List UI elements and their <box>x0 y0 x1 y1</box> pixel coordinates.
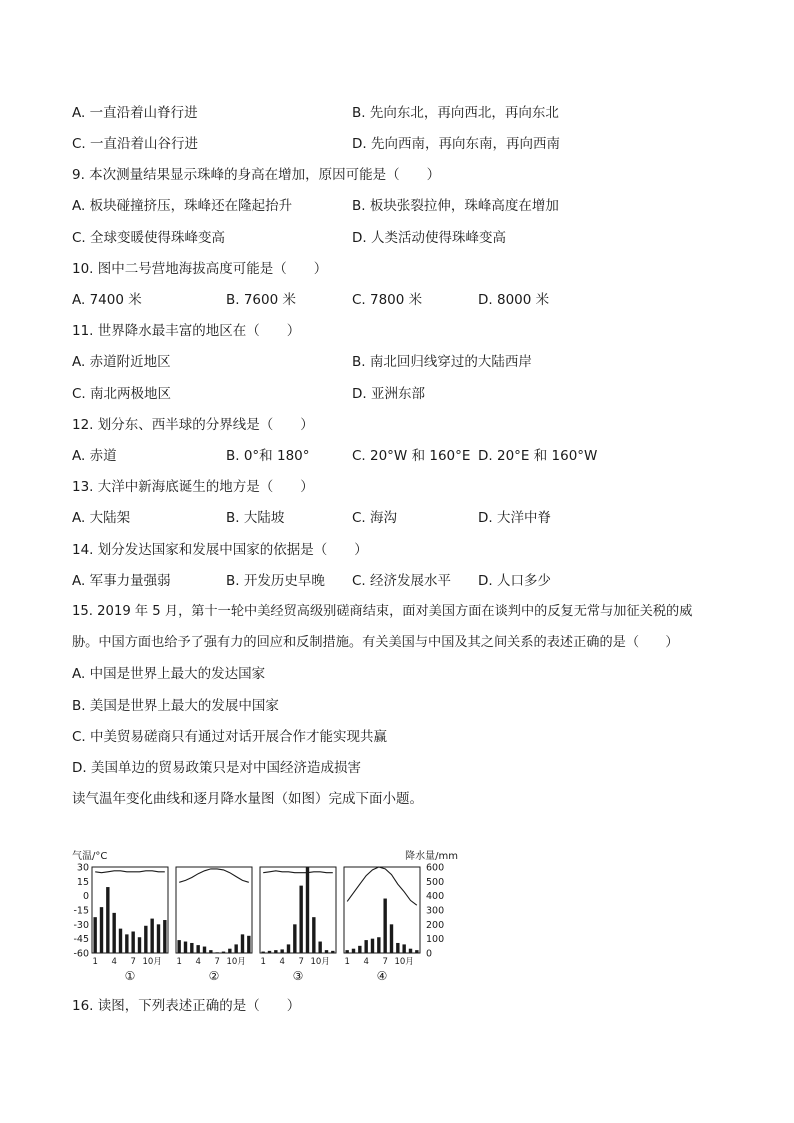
precipitation-bar <box>131 932 134 954</box>
precipitation-bar <box>377 937 380 953</box>
precipitation-bar <box>234 944 237 953</box>
precipitation-bar <box>318 942 321 953</box>
temperature-tick: -45 <box>73 934 89 946</box>
q10-option-a: A. 7400 米 <box>72 292 142 308</box>
precipitation-bar <box>293 924 296 953</box>
figure-intro: 读气温年变化曲线和逐月降水量图（如图）完成下面小题。 <box>72 791 423 807</box>
precipitation-bar <box>150 919 153 953</box>
temperature-tick: -15 <box>73 905 89 917</box>
precipitation-bar <box>274 950 277 953</box>
precipitation-bar <box>268 951 271 953</box>
month-tick: 7 <box>130 957 136 967</box>
precipitation-bar <box>209 950 212 953</box>
q13-option-d: D. 大洋中脊 <box>478 510 551 526</box>
q15-stem-line2: 胁。中国方面也给予了强有力的回应和反制措施。有关美国与中国及其之间关系的表述正确的是（ ） <box>72 635 679 650</box>
precipitation-bar <box>383 899 386 953</box>
q15-option-a: A. 中国是世界上最大的发达国家 <box>72 666 266 682</box>
temperature-tick: -60 <box>73 948 89 960</box>
panel-label: ② <box>208 969 220 983</box>
q11-option-b: B. 南北回归线穿过的大陆西岸 <box>352 354 532 370</box>
precipitation-bar <box>144 926 147 953</box>
q13-option-a: A. 大陆架 <box>72 510 131 526</box>
q14-option-a: A. 军事力量强弱 <box>72 573 171 589</box>
q15-stem-line1: 15. 2019 年 5 月，第十一轮中美经贸高级别磋商结束，面对美国方面在谈判中的反复无常与加征关税的威 <box>72 604 693 619</box>
precipitation-tick-labels <box>426 863 444 960</box>
month-tick: 1 <box>344 957 350 967</box>
q15-option-c: C. 中美贸易磋商只有通过对话开展合作才能实现共赢 <box>72 729 388 745</box>
q13-option-c: C. 海沟 <box>352 510 398 526</box>
precipitation-bar <box>112 913 115 953</box>
temperature-curve <box>95 871 165 873</box>
precipitation-bar <box>100 907 103 953</box>
precipitation-bar <box>247 936 250 953</box>
month-tick: 1 <box>92 957 98 967</box>
precipitation-bar <box>331 951 334 953</box>
panel-label: ③ <box>292 969 304 983</box>
q11-stem: 11. 世界降水最丰富的地区在（ ） <box>72 323 301 339</box>
precipitation-bar <box>371 939 374 953</box>
precipitation-bar <box>93 917 96 953</box>
q9-stem: 9. 本次测量结果显示珠峰的身高在增加，原因可能是（ ） <box>72 167 441 183</box>
precipitation-bar <box>106 887 109 953</box>
temperature-tick: 30 <box>76 862 89 874</box>
precipitation-bar <box>352 949 355 953</box>
precipitation-bar <box>280 949 283 953</box>
q8-option-b: B. 先向东北，再向西北，再向东北 <box>352 105 559 121</box>
precipitation-tick: 400 <box>426 891 445 903</box>
q9-option-d: D. 人类活动使得珠峰变高 <box>352 230 506 246</box>
precipitation-bar <box>203 947 206 953</box>
q9-option-a: A. 板块碰撞挤压，珠峰还在隆起抬升 <box>72 198 293 214</box>
precipitation-bar <box>119 929 122 953</box>
month-tick: 7 <box>214 957 220 967</box>
precipitation-bar <box>287 944 290 953</box>
month-tick: 10月 <box>310 957 330 967</box>
precipitation-bar <box>215 952 218 953</box>
precipitation-bar <box>402 944 405 953</box>
q9-option-b: B. 板块张裂拉伸，珠峰高度在增加 <box>352 198 559 214</box>
precipitation-bar <box>358 946 361 953</box>
precipitation-tick: 600 <box>426 862 445 874</box>
climate-panel <box>176 867 252 983</box>
q15-option-b: B. 美国是世界上最大的发展中国家 <box>72 698 279 714</box>
month-tick: 4 <box>111 957 117 967</box>
precipitation-bar <box>325 950 328 953</box>
q8-option-d: D. 先向西南，再向东南，再向西南 <box>352 136 560 152</box>
precipitation-bar <box>138 937 141 953</box>
q11-option-c: C. 南北两极地区 <box>72 386 172 402</box>
precipitation-bar <box>261 952 264 953</box>
temperature-axis-label: 气温/°C <box>72 851 108 862</box>
precipitation-bar <box>241 934 244 953</box>
panel-frame <box>344 867 420 953</box>
month-tick: 7 <box>382 957 388 967</box>
month-tick: 4 <box>195 957 201 967</box>
precipitation-bar <box>228 949 231 953</box>
precipitation-tick: 200 <box>426 919 445 931</box>
precipitation-bar <box>125 934 128 953</box>
q11-option-d: D. 亚洲东部 <box>352 386 425 402</box>
precipitation-bar <box>222 952 225 953</box>
climate-chart-figure <box>70 845 460 985</box>
q11-option-a: A. 赤道附近地区 <box>72 354 171 370</box>
temperature-tick: 15 <box>76 876 89 888</box>
q13-stem: 13. 大洋中新海底诞生的地方是（ ） <box>72 479 314 495</box>
panel-frame <box>260 867 336 953</box>
month-tick: 1 <box>260 957 266 967</box>
precipitation-bar <box>177 940 180 953</box>
temperature-curve <box>179 869 249 882</box>
q8-option-a: A. 一直沿着山脊行进 <box>72 105 198 121</box>
q13-option-b: B. 大陆坡 <box>226 510 285 526</box>
temperature-tick-labels <box>73 863 89 960</box>
q14-stem: 14. 划分发达国家和发展中国家的依据是（ ） <box>72 542 368 558</box>
precipitation-bar <box>306 867 309 953</box>
precipitation-bar <box>390 924 393 953</box>
panel-label: ① <box>124 969 136 983</box>
precipitation-bar <box>396 943 399 953</box>
q12-option-d: D. 20°E 和 160°W <box>478 448 598 464</box>
q10-option-d: D. 8000 米 <box>478 292 550 308</box>
month-tick: 7 <box>298 957 304 967</box>
month-tick: 4 <box>279 957 285 967</box>
temperature-tick: -30 <box>73 919 89 931</box>
precipitation-bar <box>415 950 418 953</box>
month-tick: 10月 <box>226 957 246 967</box>
precipitation-bar <box>196 945 199 953</box>
climate-panel <box>92 867 168 983</box>
month-tick: 4 <box>363 957 369 967</box>
precipitation-bar <box>299 886 302 953</box>
precipitation-tick: 500 <box>426 876 445 888</box>
precipitation-bar <box>409 949 412 953</box>
q14-option-c: C. 经济发展水平 <box>352 573 452 589</box>
precipitation-bar <box>157 924 160 953</box>
q8-option-c: C. 一直沿着山谷行进 <box>72 136 199 152</box>
q14-option-d: D. 人口多少 <box>478 573 551 589</box>
precipitation-tick: 100 <box>426 934 445 946</box>
q10-stem: 10. 图中二号营地海拔高度可能是（ ） <box>72 261 328 277</box>
precipitation-bar <box>184 942 187 953</box>
precipitation-bar <box>163 920 166 953</box>
precipitation-tick: 300 <box>426 905 445 917</box>
q12-stem: 12. 划分东、西半球的分界线是（ ） <box>72 417 314 433</box>
precipitation-bar <box>364 940 367 953</box>
q12-option-a: A. 赤道 <box>72 448 117 464</box>
precipitation-tick: 0 <box>426 948 433 960</box>
q10-option-c: C. 7800 米 <box>352 292 423 308</box>
precipitation-bar <box>345 950 348 953</box>
q12-option-c: C. 20°W 和 160°E <box>352 448 471 464</box>
q12-option-b: B. 0°和 180° <box>226 448 310 464</box>
q16-stem: 16. 读图，下列表述正确的是（ ） <box>72 998 301 1014</box>
precipitation-bar <box>190 943 193 953</box>
climate-panel <box>260 867 336 983</box>
q9-option-c: C. 全球变暖使得珠峰变高 <box>72 230 226 246</box>
panel-frame <box>92 867 168 953</box>
precipitation-bar <box>312 917 315 953</box>
precipitation-axis-label: 降水量/mm <box>405 851 458 862</box>
q15-option-d: D. 美国单边的贸易政策只是对中国经济造成损害 <box>72 760 361 776</box>
climate-panel <box>344 867 420 983</box>
climate-panels <box>92 867 420 983</box>
panel-label: ④ <box>376 969 388 983</box>
month-tick: 1 <box>176 957 182 967</box>
temperature-curve <box>263 871 333 873</box>
temperature-tick: 0 <box>82 891 89 903</box>
q10-option-b: B. 7600 米 <box>226 292 296 308</box>
q14-option-b: B. 开发历史早晚 <box>226 573 325 589</box>
temperature-curve <box>347 867 417 905</box>
month-tick: 10月 <box>394 957 414 967</box>
month-tick: 10月 <box>142 957 162 967</box>
